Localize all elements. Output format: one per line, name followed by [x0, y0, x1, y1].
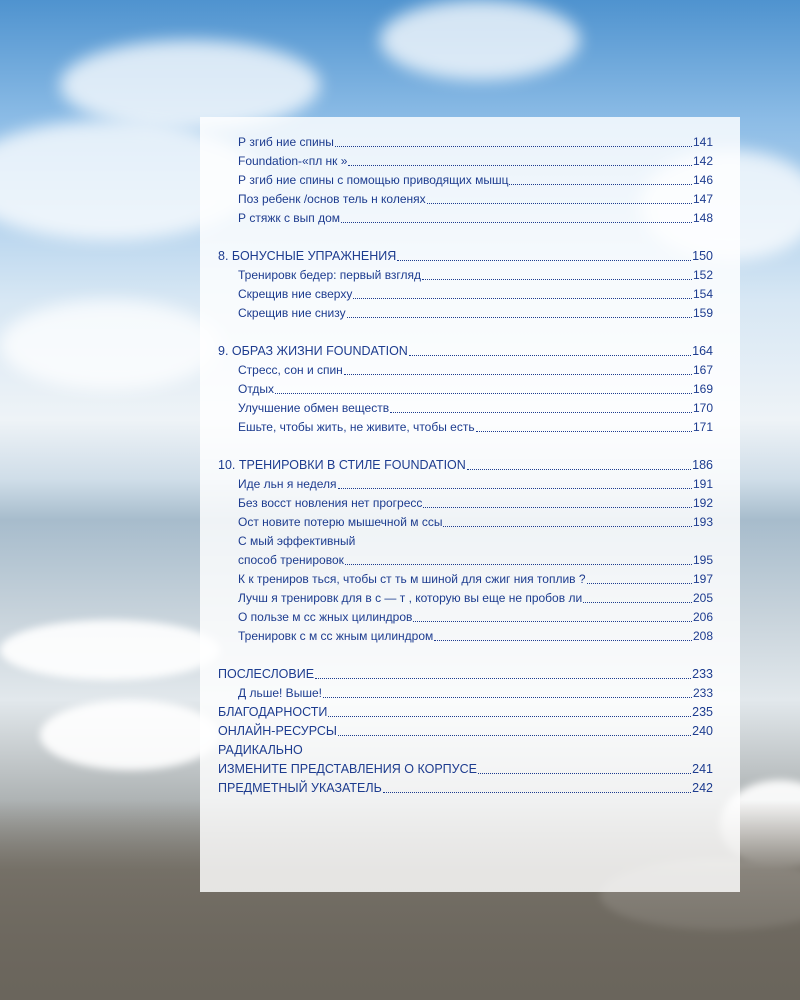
sea-foam	[0, 620, 220, 680]
toc-entry	[218, 475, 713, 494]
toc-entry	[218, 684, 713, 703]
toc-page-number: 167	[692, 363, 713, 377]
toc-entry-title: Скрещив ние сверху	[238, 287, 353, 301]
toc-page-number: 186	[692, 458, 713, 472]
toc-entry	[218, 304, 713, 323]
toc-page-number: 206	[692, 610, 713, 624]
toc-page-number: 241	[692, 762, 713, 776]
toc-page-number: 240	[692, 724, 713, 738]
toc-page-number: 208	[692, 629, 713, 643]
toc-entry	[218, 513, 713, 532]
toc-entry-title: О пользе м сс жных цилиндров	[238, 610, 413, 624]
toc-entry-title: Иде льн я неделя	[238, 477, 337, 491]
cloud	[380, 0, 580, 80]
toc-page-number: 148	[692, 211, 713, 225]
toc-entry-title: ИЗМЕНИТЕ ПРЕДСТАВЛЕНИЯ О КОРПУСЕ	[218, 762, 477, 776]
toc-leader-dots	[315, 678, 691, 679]
toc-leader-dots	[338, 488, 692, 489]
toc-entry-title: Р згиб ние спины с помощью приводящих мышц	[238, 173, 509, 187]
toc-leader-dots	[275, 393, 692, 394]
toc-page-number: 171	[692, 420, 713, 434]
toc-leader-dots	[397, 260, 691, 261]
toc-entry-title: способ тренировок	[238, 553, 344, 567]
toc-entry-title: Поз ребенк /основ тель н коленях	[238, 192, 426, 206]
toc-leader-dots	[422, 279, 692, 280]
toc-leader-dots	[587, 583, 692, 584]
toc-leader-dots	[467, 469, 691, 470]
toc-entry-title: Foundation-«пл нк »	[238, 154, 348, 168]
toc-entry	[218, 380, 713, 399]
sea-foam	[40, 700, 220, 770]
toc-entry	[218, 570, 713, 589]
toc-entry	[218, 608, 713, 627]
toc-entry	[218, 285, 713, 304]
toc-thanks	[218, 703, 713, 722]
toc-entry-title: 9. ОБРАЗ ЖИЗНИ FOUNDATION	[218, 344, 408, 358]
toc-page-number: 159	[692, 306, 713, 320]
toc-entry	[218, 171, 713, 190]
toc-chapter-9	[218, 342, 713, 361]
toc-page-number: 141	[692, 135, 713, 149]
toc-leader-dots	[390, 412, 692, 413]
toc-page-number: 193	[692, 515, 713, 529]
toc-entry-title: 8. БОНУСНЫЕ УПРАЖНЕНИЯ	[218, 249, 397, 263]
toc-leader-dots	[345, 564, 692, 565]
toc-leader-dots	[434, 640, 692, 641]
toc-page-number: 192	[692, 496, 713, 510]
toc-radical	[218, 760, 713, 779]
toc-leader-dots	[353, 298, 692, 299]
toc-entry-title: К к трениров ться, чтобы ст ть м шиной для сжиг ния топлив ?	[238, 572, 586, 586]
toc-page-number: 164	[692, 344, 713, 358]
toc-page-number: 235	[692, 705, 713, 719]
toc-entry-title-line1: С мый эффективный	[238, 534, 356, 548]
toc-entry-title: Стресс, сон и спин	[238, 363, 343, 377]
toc-entry	[218, 627, 713, 646]
toc-page-number: 169	[692, 382, 713, 396]
toc-entry-title: ПОСЛЕСЛОВИЕ	[218, 667, 315, 681]
toc-page-number: 197	[692, 572, 713, 586]
toc-entry-title: Тренировк с м сс жным цилиндром	[238, 629, 434, 643]
toc-entry-title: Ост новите потерю мышечной м ссы	[238, 515, 443, 529]
toc-page-number: 142	[692, 154, 713, 168]
toc-leader-dots	[328, 716, 691, 717]
toc-page-number: 170	[692, 401, 713, 415]
toc-leader-dots	[583, 602, 692, 603]
toc-leader-dots	[443, 526, 692, 527]
table-of-contents	[218, 133, 713, 798]
toc-entry	[218, 494, 713, 513]
toc-entry	[218, 266, 713, 285]
toc-leader-dots	[344, 374, 692, 375]
toc-page-number: 150	[692, 249, 713, 263]
toc-leader-dots	[409, 355, 691, 356]
toc-entry	[218, 589, 713, 608]
toc-index	[218, 779, 713, 798]
toc-page-number: 242	[692, 781, 713, 795]
toc-leader-dots	[347, 317, 692, 318]
toc-entry-title: Р стяжк с вып дом	[238, 211, 341, 225]
toc-leader-dots	[413, 621, 692, 622]
toc-leader-dots	[383, 792, 691, 793]
toc-chapter-10	[218, 456, 713, 475]
toc-leader-dots	[338, 735, 691, 736]
toc-page-number: 146	[692, 173, 713, 187]
toc-leader-dots	[427, 203, 692, 204]
toc-leader-dots	[335, 146, 692, 147]
toc-entry-title: Без восст новления нет прогресс	[238, 496, 423, 510]
toc-entry	[218, 152, 713, 171]
toc-entry-title: Лучш я тренировк для в с — т , которую вы еще не пробов ли	[238, 591, 583, 605]
toc-afterword	[218, 665, 713, 684]
toc-entry-title: Д льше! Выше!	[238, 686, 322, 700]
toc-leader-dots	[423, 507, 692, 508]
toc-entry	[218, 209, 713, 228]
toc-chapter-8	[218, 247, 713, 266]
toc-online-resources	[218, 722, 713, 741]
toc-leader-dots	[478, 773, 691, 774]
toc-entry-title: Скрещив ние снизу	[238, 306, 346, 320]
toc-entry-title: БЛАГОДАРНОСТИ	[218, 705, 328, 719]
toc-page-number: 152	[692, 268, 713, 282]
toc-entry-title: ОНЛАЙН-РЕСУРСЫ	[218, 724, 337, 738]
toc-entry	[218, 190, 713, 209]
toc-leader-dots	[323, 697, 692, 698]
toc-page-number: 154	[692, 287, 713, 301]
toc-entry	[218, 133, 713, 152]
toc-page-number: 205	[692, 591, 713, 605]
toc-page-number: 233	[692, 667, 713, 681]
toc-entry-title: Улучшение обмен веществ	[238, 401, 390, 415]
toc-entry-title: ПРЕДМЕТНЫЙ УКАЗАТЕЛЬ	[218, 781, 382, 795]
toc-leader-dots	[476, 431, 692, 432]
toc-entry-title-line1: РАДИКАЛЬНО	[218, 743, 303, 757]
toc-entry	[218, 551, 713, 570]
toc-leader-dots	[348, 165, 692, 166]
toc-page-number: 233	[692, 686, 713, 700]
toc-entry	[218, 418, 713, 437]
toc-leader-dots	[341, 222, 692, 223]
toc-entry-title: Тренировк бедер: первый взгляд	[238, 268, 422, 282]
toc-page-number: 191	[692, 477, 713, 491]
toc-entry-title: Р згиб ние спины	[238, 135, 334, 149]
cloud	[0, 300, 220, 390]
toc-entry	[218, 399, 713, 418]
toc-entry-title: Ешьте, чтобы жить, не живите, чтобы есть	[238, 420, 475, 434]
toc-page-number: 147	[692, 192, 713, 206]
toc-entry	[218, 361, 713, 380]
toc-entry-title: 10. ТРЕНИРОВКИ В СТИЛЕ FOUNDATION	[218, 458, 466, 472]
toc-entry-title: Отдых	[238, 382, 275, 396]
toc-leader-dots	[509, 184, 692, 185]
toc-page-number: 195	[692, 553, 713, 567]
